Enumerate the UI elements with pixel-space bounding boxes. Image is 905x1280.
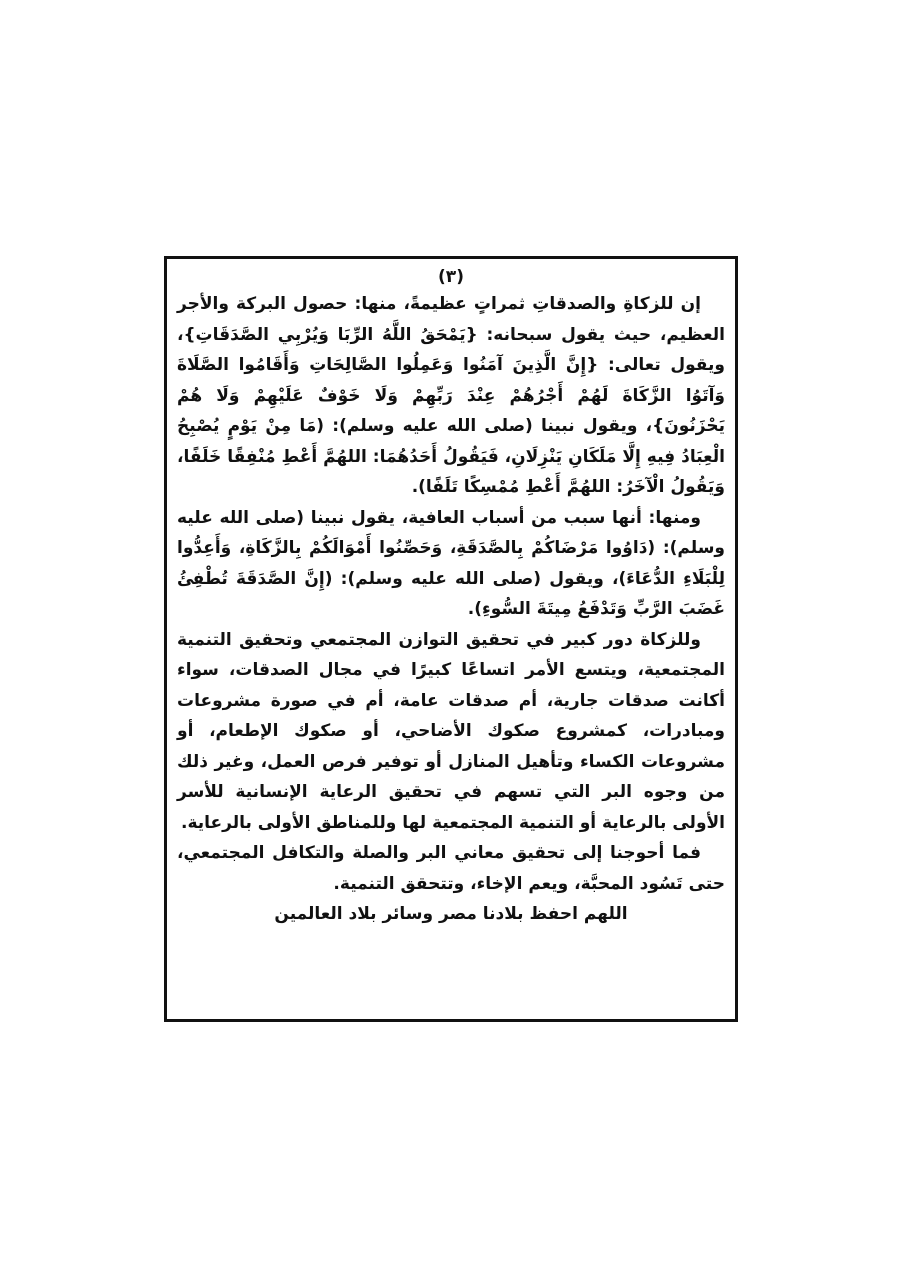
page-number: (٣) [438, 267, 464, 287]
page-content [177, 265, 725, 930]
closing-prayer: اللهم احفظ بلادنا مصر وسائر بلاد العالمين [274, 904, 628, 924]
paragraph-solidarity: فما أحوجنا إلى تحقيق معاني البر والصلة والتكافل المجتمعي، حتى تَسُود المحبَّة، ويعم الإخاء، وتتحقق التنمية. [177, 843, 725, 894]
paragraph-blessings-of-zakat: إن للزكاةِ والصدقاتِ ثمراتٍ عظيمةً، منها: حصول البركة والأجر العظيم، حيث يقول سبحانه: {يَمْحَقُ اللَّهُ الرِّبَا وَيُرْبِي الصَّدَقَاتِ}، ويقول تعالى: {إِنَّ الَّذِينَ آمَنُوا وَعَمِلُوا الصَّالِحَاتِ وَأَقَامُوا الصَّلَاةَ وَآتَوُا الزَّكَاةَ لَهُمْ أَجْرُهُمْ عِنْدَ رَبِّهِمْ وَلَا خَوْفٌ عَلَيْهِمْ وَلَا هُمْ يَحْزَنُونَ}، ويقول نبينا (صلى الله عليه وسلم): (مَا مِنْ يَوْمٍ يُصْبِحُ الْعِبَادُ فِيهِ إِلَّا مَلَكَانِ يَنْزِلَانِ، فَيَقُولُ أَحَدُهُمَا: اللهُمَّ أَعْطِ مُنْفِقًا خَلَفًا، وَيَقُولُ الْآخَرُ: اللهُمَّ أَعْطِ مُمْسِكًا تَلَفًا). [177, 294, 725, 497]
paragraph-charity-and-wellbeing: ومنها: أنها سبب من أسباب العافية، يقول نبينا (صلى الله عليه وسلم): (دَاوُوا مَرْضَاكُمْ بِالصَّدَقَةِ، وَحَصِّنُوا أَمْوَالَكُمْ بِالزَّكَاةِ، وَأَعِدُّوا لِلْبَلَاءِ الدُّعَاءَ)، ويقول (صلى الله عليه وسلم): (إِنَّ الصَّدَقَةَ تُطْفِئُ غَضَبَ الرَّبِّ وَتَدْفَعُ مِيتَةَ السُّوءِ). [177, 507, 725, 619]
page-border-frame [164, 256, 738, 1022]
paragraph-social-development: وللزكاة دور كبير في تحقيق التوازن المجتمعي وتحقيق التنمية المجتمعية، ويتسع الأمر اتساعًا كبيرًا في مجال الصدقات، سواء أكانت صدقات جارية، أم صدقات عامة، أم في صورة مشروعات ومبادرات، كمشروع صكوك الأضاحي، أو صكوك الإطعام، أو مشروعات الكساء وتأهيل المنازل أو توفير فرص العمل، وغير ذلك من وجوه البر التي تسهم في تحقيق الرعاية الإنسانية للأسر الأولى بالرعاية أو التنمية المجتمعية لها وللمناطق الأولى بالرعاية. [177, 629, 725, 833]
